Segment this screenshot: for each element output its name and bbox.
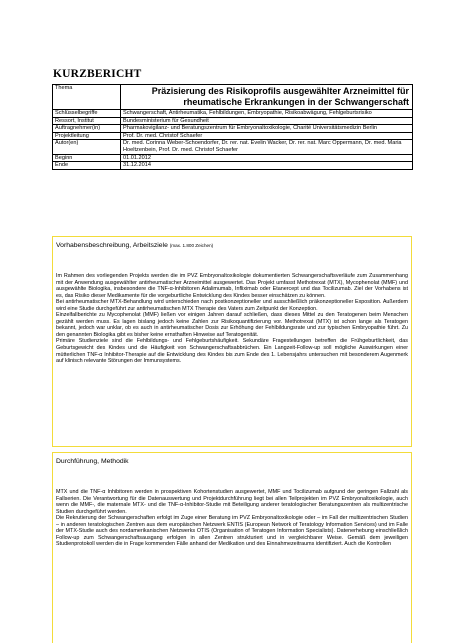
- metadata-key: Auftragnehmer(in): [53, 125, 121, 133]
- section-spacer: [56, 250, 408, 273]
- paragraph: Im Rahmen des vorliegenden Projekts werden die im PVZ Embryonaltoxikologie dokumentierten Schwangerschaftsverläufe zum Zusammenhang mit der Anwendung ausgewählter antirheumatischer Arzneimittel ausgewertet. Das Projekt umfasst Methotrexat (MTX), Mycophenolat (MMF) und ausgewählte Biologika, insbesondere die TNF-α-Inhibitoren Adalimumab, Infliximab oder Etanercept und das Tocilizumab. Ziel der Vorhabens ist es, das Risiko dieser Medikamente für die vorgeburtliche Entwicklung des Kindes besser einschätzen zu können.: [56, 273, 408, 299]
- metadata-value: Prof. Dr. med. Christof Schaefer: [121, 132, 413, 140]
- section-title-text: Vorhabensbeschreibung, Arbeitsziele: [56, 242, 168, 249]
- metadata-key: Schlüsselbegriffe: [53, 110, 121, 118]
- paragraph: MTX und die TNF-α Inhibitoren werden in prospektiven Kohortenstudien ausgewertet, MMF und Tocilizumab aufgrund der geringen Fallzahl als Fallserien. Die Verantwortung für die Datenauswertung und Projektdurchführung liegt bei allen Teilprojekten im PVZ Embryonaltoxikologie, auch wenn die MMF-, die maternale MTX- und die TNF-α-Inhibitor-Studie mit Beteiligung anderer teratologischer Beratungszentren als multizentrische Studien durchgeführt werden.: [56, 489, 408, 515]
- metadata-value: Schwangerschaft, Antirheumatika, Fehlbildungen, Embryopathie, Risikoabwägung, Fehlgeburtsrisiko: [121, 110, 413, 118]
- metadata-key: Beginn: [53, 154, 121, 162]
- metadata-table: [52, 84, 413, 170]
- section-durchfuehrung: [52, 452, 412, 643]
- metadata-key: Ende: [53, 162, 121, 170]
- metadata-value: 01.01.2012: [121, 154, 413, 162]
- section-title-hint: (max. 1.800 Zeichen): [169, 243, 214, 248]
- metadata-row: [53, 162, 413, 170]
- section-spacer: [56, 466, 408, 489]
- project-title: Präzisierung des Risikoprofils ausgewählter Arzneimittel für rheumatische Erkrankungen in der Schwangerschaft: [121, 85, 413, 110]
- section-title: [56, 242, 408, 250]
- metadata-row: [53, 132, 413, 140]
- metadata-row-thema: [53, 85, 413, 110]
- metadata-key: Autor(en): [53, 140, 121, 154]
- paragraph: Einzelfallberichte zu Mycophenolat (MMF) ließen vor einigen Jahren darauf schließen, dass dieses Mittel zu den Teratogenen beim Menschen gezählt werden muss. Es lagen bislang jedoch keine Zahlen zur Risikoquantifizierung vor. Methotrexat (MTX) ist schon lange als Teratogen bekannt, jedoch war unklar, ob es auch in antirheumatischer Dosis zur Erhöhung der Fehlbildungsrate und zur typischen Embryopathie führt. Zu den genannten Biologika gibt es bisher keine ernsthaften Hinweise auf Teratogenität.: [56, 312, 408, 338]
- report-heading: KURZBERICHT: [53, 68, 142, 80]
- section-title: Durchführung, Methodik: [56, 458, 129, 465]
- metadata-value: Dr. med. Corinna Weber-Schoendorfer, Dr. rer. nat. Evelin Wacker, Dr. rer. nat. Marc Oppermann, Dr. med. Maria Hoeltzenbein, Prof. Dr. med. Christof Schaefer: [121, 140, 413, 154]
- paragraph: Die Rekrutierung der Schwangerschaften erfolgt im Zuge einer Beratung im PVZ Embryonaltoxikologie oder – im Fall der multizentrischen Studien – in anderen teratologischen Zentren aus dem europäischen Netzwerk ENTIS (European Network of Teratology Information Services) und im Falle der MTX-Studie auch des nordamerikanischen Netzwerks OTIS (Organisation of Teratogen Information Specialists). Datenerhebung einschließlich Follow-up zum Schwangerschaftsausgang erfolgen in allen Zentren strukturiert und in vergleichbarer Weise. Gemäß dem jeweiligen Studienprotokoll werden die in Frage kommenden Fälle anhand der Medikation und des Einnahmezeitraums identifiziert. Auch die Kontrollen: [56, 515, 408, 548]
- metadata-row: [53, 140, 413, 154]
- metadata-row: [53, 110, 413, 118]
- metadata-key: Thema: [53, 85, 121, 110]
- metadata-row: [53, 154, 413, 162]
- paragraph: Primäre Studienziele sind die Fehlbildungs- und Fehlgeburtshäufigkeit. Sekundäre Fragestellungen betreffen die Frühgeburtlichkeit, das Geburtsgewicht des Kindes und die Häufigkeit von Schwangerschaftsabbrüchen. Ein Langzeit-Follow-up soll mögliche Auswirkungen einer mütterlichen TNF-α Inhibitor-Therapie auf die Entwicklung des Kindes bis zum Ende des 1. Lebensjahrs untersuchen mit besonderem Augenmerk auf klinisch relevante Störungen der Immunsystems.: [56, 338, 408, 365]
- metadata-row: [53, 117, 413, 125]
- metadata-value: Pharmakovigilanz- und Beratungszentrum für Embryonaltoxikologie, Charité Universitätsmedizin Berlin: [121, 125, 413, 133]
- section-vorhabensbeschreibung: [52, 236, 412, 447]
- metadata-value: 31.12.2014: [121, 162, 413, 170]
- metadata-row: [53, 125, 413, 133]
- metadata-value: Bundesministerium für Gesundheit: [121, 117, 413, 125]
- paragraph: Bei antirheumatischer MTX-Behandlung wird unterschieden nach postkonzeptioneller und ausschließlich präkonzeptioneller Exposition. Außerdem wird eine Studie durchgeführt zur antirheumatischen MTX Therapie des Vaters zum Zeitpunkt der Konzeption.: [56, 299, 408, 312]
- metadata-key: Ressort, Institut: [53, 117, 121, 125]
- metadata-key: Projektleitung: [53, 132, 121, 140]
